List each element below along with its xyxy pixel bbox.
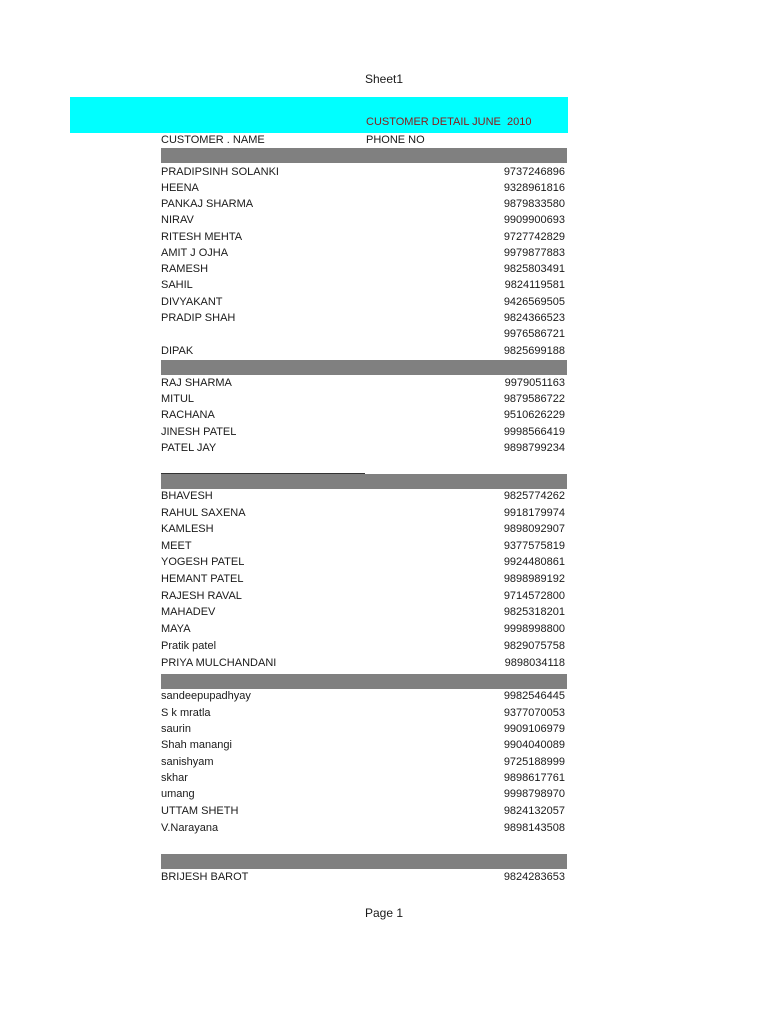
customer-name: MEET: [161, 540, 192, 552]
customer-name: umang: [161, 788, 195, 800]
phone-number: 9898989192: [503, 573, 565, 585]
separator-bar: [161, 854, 567, 869]
phone-number: 9879586722: [503, 393, 565, 405]
phone-number: 9918179974: [503, 507, 565, 519]
phone-number: 9825774262: [503, 490, 565, 502]
table-row: [161, 590, 567, 606]
table-row: [161, 409, 567, 425]
table-row: [161, 723, 567, 739]
table-row: [161, 490, 567, 506]
phone-number: 9924480861: [503, 556, 565, 568]
report-title: CUSTOMER DETAIL JUNE 2010: [366, 116, 532, 128]
phone-number: 9825318201: [503, 606, 565, 618]
table-row: [161, 772, 567, 788]
customer-name: PRADIPSINH SOLANKI: [161, 166, 279, 178]
table-row: [161, 247, 567, 263]
customer-name: RACHANA: [161, 409, 215, 421]
customer-name: MAHADEV: [161, 606, 216, 618]
customer-name: AMIT J OJHA: [161, 247, 229, 259]
customer-name: PANKAJ SHARMA: [161, 198, 254, 210]
table-row: [161, 523, 567, 539]
phone-number: 9898092907: [503, 523, 565, 535]
phone-number: 9998998800: [503, 623, 565, 635]
table-row: [161, 426, 567, 442]
phone-number: 9737246896: [503, 166, 565, 178]
sheet-title: Sheet1: [364, 72, 404, 86]
phone-number: 9976586721: [503, 328, 565, 340]
table-row: [161, 377, 567, 393]
customer-name: S k mratla: [161, 707, 211, 719]
table-row: [161, 640, 567, 656]
phone-number: 9714572800: [503, 590, 565, 602]
table-row: [161, 279, 567, 295]
customer-name: UTTAM SHETH: [161, 805, 239, 817]
phone-number: 9824119581: [504, 279, 565, 291]
phone-number: 9510626229: [503, 409, 565, 421]
table-row: [161, 214, 567, 230]
separator-bar: [161, 360, 567, 375]
phone-number: 9825699188: [503, 345, 565, 357]
customer-name: YOGESH PATEL: [161, 556, 245, 568]
table-row: [161, 606, 567, 622]
phone-number: 9829075758: [503, 640, 565, 652]
customer-name: skhar: [161, 772, 188, 784]
customer-name: SAHIL: [161, 279, 193, 291]
table-row: [161, 788, 567, 804]
customer-name: Shah manangi: [161, 739, 232, 751]
customer-name: RAJ SHARMA: [161, 377, 232, 389]
customer-name: sandeepupadhyay: [161, 690, 251, 702]
table-row: [161, 231, 567, 247]
table-row: [161, 871, 567, 887]
phone-number: 9909900693: [503, 214, 565, 226]
customer-name: PRADIP SHAH: [161, 312, 236, 324]
table-row: [161, 756, 567, 772]
phone-number: 9998566419: [503, 426, 565, 438]
table-row: [161, 805, 567, 821]
separator-bar: [161, 674, 567, 689]
phone-number: 9909106979: [503, 723, 565, 735]
customer-name: HEMANT PATEL: [161, 573, 244, 585]
table-row: [161, 540, 567, 556]
customer-name: RITESH MEHTA: [161, 231, 243, 243]
customer-name: RAHUL SAXENA: [161, 507, 246, 519]
table-row: [161, 296, 567, 312]
customer-name: NIRAV: [161, 214, 194, 226]
page-number: Page 1: [364, 906, 404, 920]
column-header-phone: PHONE NO: [366, 134, 425, 146]
phone-number: 9898799234: [503, 442, 565, 454]
table-row: [161, 328, 567, 344]
phone-number: 9727742829: [503, 231, 565, 243]
phone-number: 9998798970: [503, 788, 565, 800]
customer-name: PATEL JAY: [161, 442, 217, 454]
customer-name: Pratik patel: [161, 640, 217, 652]
phone-number: 9824366523: [503, 312, 565, 324]
phone-number: 9904040089: [503, 739, 565, 751]
phone-number: 9979051163: [504, 377, 565, 389]
table-row: [161, 263, 567, 279]
table-row: [161, 182, 567, 198]
phone-number: 9879833580: [503, 198, 565, 210]
table-row: [161, 507, 567, 523]
customer-name: DIVYAKANT: [161, 296, 223, 308]
customer-name: JINESH PATEL: [161, 426, 237, 438]
phone-number: 9426569505: [503, 296, 565, 308]
customer-name: saurin: [161, 723, 191, 735]
separator-bar: [161, 148, 567, 163]
phone-number: 9377070053: [503, 707, 565, 719]
phone-number: 9725188999: [503, 756, 565, 768]
phone-number: 9898617761: [503, 772, 565, 784]
table-row: [161, 573, 567, 589]
table-row: [161, 739, 567, 755]
customer-name: PRIYA MULCHANDANI: [161, 657, 277, 669]
table-row: [161, 707, 567, 723]
table-row: [161, 198, 567, 214]
phone-number: 9979877883: [503, 247, 565, 259]
customer-name: KAMLESH: [161, 523, 214, 535]
table-row: [161, 556, 567, 572]
table-row: [161, 657, 567, 673]
customer-name: BHAVESH: [161, 490, 213, 502]
phone-number: 9982546445: [503, 690, 565, 702]
customer-name: sanishyam: [161, 756, 214, 768]
customer-name: DIPAK: [161, 345, 194, 357]
customer-name: HEENA: [161, 182, 199, 194]
customer-name: MAYA: [161, 623, 191, 635]
phone-number: 9824283653: [503, 871, 565, 883]
customer-name: BRIJESH BAROT: [161, 871, 249, 883]
table-row: [161, 442, 567, 458]
table-row: [161, 822, 567, 838]
phone-number: 9377575819: [503, 540, 565, 552]
customer-name: RAMESH: [161, 263, 209, 275]
customer-name: RAJESH RAVAL: [161, 590, 242, 602]
phone-number: 9328961816: [503, 182, 565, 194]
table-row: [161, 345, 567, 361]
customer-name: V.Narayana: [161, 822, 219, 834]
phone-number: 9824132057: [503, 805, 565, 817]
table-row: [161, 690, 567, 706]
table-row: [161, 393, 567, 409]
table-row: [161, 312, 567, 328]
column-header-name: CUSTOMER . NAME: [161, 134, 265, 146]
separator-bar: [161, 474, 567, 489]
table-row: [161, 623, 567, 639]
customer-name: MITUL: [161, 393, 194, 405]
phone-number: 9898034118: [504, 657, 565, 669]
table-row: [161, 166, 567, 182]
phone-number: 9825803491: [503, 263, 565, 275]
phone-number: 9898143508: [503, 822, 565, 834]
